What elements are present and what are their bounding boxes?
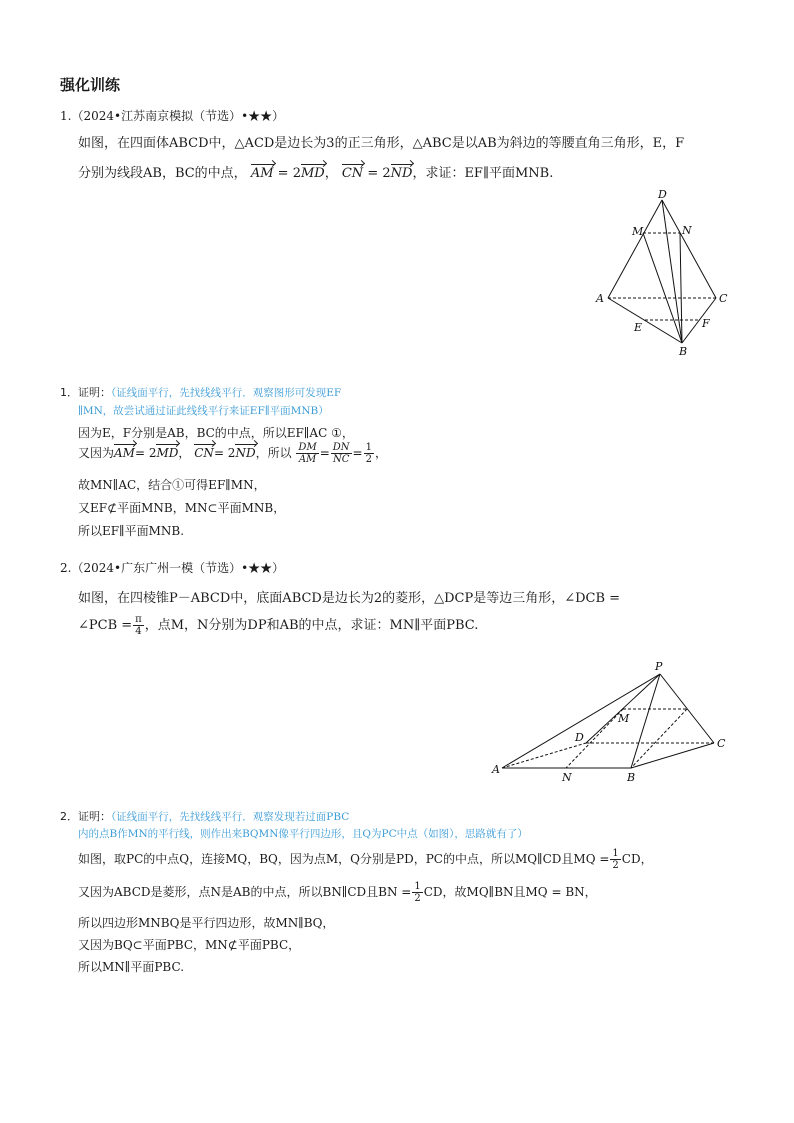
edge-DC (662, 200, 716, 298)
problem-2-source: 2.（2024•广东广州一模（节选）•★★） (60, 561, 285, 575)
solution-1-step1: 因为E，F分别是AB，BC的中点，所以EF∥AC ①， (78, 426, 354, 440)
problem-2-statement-line1: 如图，在四棱锥P－ABCD中，底面ABCD是边长为2的菱形，△DCP是等边三角形，∠DCB = (78, 591, 621, 606)
pyramid-figure (488, 657, 738, 785)
solution-1-header: 1．证明：（证线面平行，先找线线平行．观察图形可发现EF (60, 386, 342, 399)
label-N: N (562, 771, 572, 784)
label-C: C (719, 292, 728, 305)
solution-2-step2: 又因为ABCD是菱形，点N是AB的中点，所以BN∥CD且BN = $\frac{1}{2}$ CD，故MQ∥BN且MQ = BN， (78, 881, 597, 904)
label-B: B (679, 345, 688, 358)
label-F: F (702, 317, 710, 330)
fraction-DM-AM: $\frac{DM}{AM}$ (298, 442, 317, 465)
solution-1-step5: 所以EF∥平面MNB. (78, 524, 185, 538)
label-A: A (492, 763, 500, 776)
fraction-pi-over-4: $\frac{\pi}{4}$ (135, 614, 142, 637)
solution-2-step5: 所以MN∥平面PBC. (78, 960, 185, 974)
fraction-DN-NC: $\frac{DN}{NC}$ (332, 442, 350, 465)
section-title: 强化训练 (60, 76, 121, 94)
label-D: D (575, 731, 584, 744)
solution-1-hint-line1: （证线面平行，先找线线平行．观察图形可发现EF (111, 387, 342, 399)
label-A: A (596, 292, 604, 305)
label-M: M (618, 712, 630, 725)
solution-1-step2: 又因为AM= 2MD， CN= 2ND，所以 $\frac{DM}{AM}$ = $\frac{DN}{NC}$ = $\frac{1}{2}$ ， (78, 442, 387, 465)
problem-2-statement-line2: ∠PCB = $\frac{\pi}{4}$ ，点M，N分别为DP和AB的中点，求证：MN∥平面PBC. (78, 614, 479, 637)
label-P: P (655, 660, 663, 673)
problem-1-statement-line1: 如图，在四面体ABCD中，△ACD是边长为3的正三角形，△ABC是以AB为斜边的等腰直角三角形，E，F (78, 136, 685, 151)
solution-2-step4: 又因为BQ⊂平面PBC，MN⊄平面PBC， (78, 938, 301, 952)
edge-BC (631, 743, 714, 768)
tetrahedron-figure (590, 188, 740, 358)
solution-2-hint-line1: （证线面平行，先找线线平行．观察发现若过面PBC (111, 811, 350, 823)
solution-2-header: 2．证明：（证线面平行，先找线线平行．观察发现若过面PBC (60, 810, 350, 823)
solution-2-step1: 如图，取PC的中点Q，连接MQ，BQ，因为点M，Q分别是PD，PC的中点，所以MQ∥CD且MQ = $\frac{1}{2}$ CD， (78, 848, 653, 871)
edge-DA (608, 200, 662, 298)
label-D: D (658, 188, 667, 201)
vector-ND: ND (390, 166, 413, 181)
vector-MD: MD (300, 166, 325, 181)
vector-AM: AM (250, 166, 274, 181)
edge-NB (680, 233, 682, 343)
solution-2-hint-line2: 内的点B作MN的平行线，则作出来BQMN像平行四边形，且Q为PC中点（如图），思路就有了） (78, 828, 528, 840)
label-M: M (632, 225, 644, 238)
label-E: E (634, 321, 643, 334)
label-N: N (682, 224, 692, 237)
solution-1-step3: 故MN∥AC，结合①可得EF∥MN， (78, 478, 266, 492)
edge-DB (662, 200, 682, 343)
edge-PA (502, 674, 660, 768)
problem-1-source: 1.（2024•江苏南京模拟（节选）•★★） (60, 109, 285, 123)
fraction-one-half: $\frac{1}{2}$ (365, 442, 372, 465)
solution-1-hint-line2: ∥MN，故尝试通过证此线线平行来证EF∥平面MNB） (78, 405, 329, 417)
edge-AD-hidden (502, 743, 586, 768)
label-B: B (627, 771, 636, 784)
problem-1-statement-line2: 分别为线段AB，BC的中点， AM = 2MD， CN = 2ND，求证：EF∥平面MNB. (78, 166, 554, 181)
vector-CN: CN (341, 166, 364, 181)
solution-1-step4: 又EF⊄平面MNB，MN⊂平面MNB， (78, 501, 286, 515)
edge-MB (643, 233, 682, 343)
solution-2-step3: 所以四边形MNBQ是平行四边形，故MN∥BQ， (78, 916, 335, 930)
label-C: C (717, 737, 726, 750)
